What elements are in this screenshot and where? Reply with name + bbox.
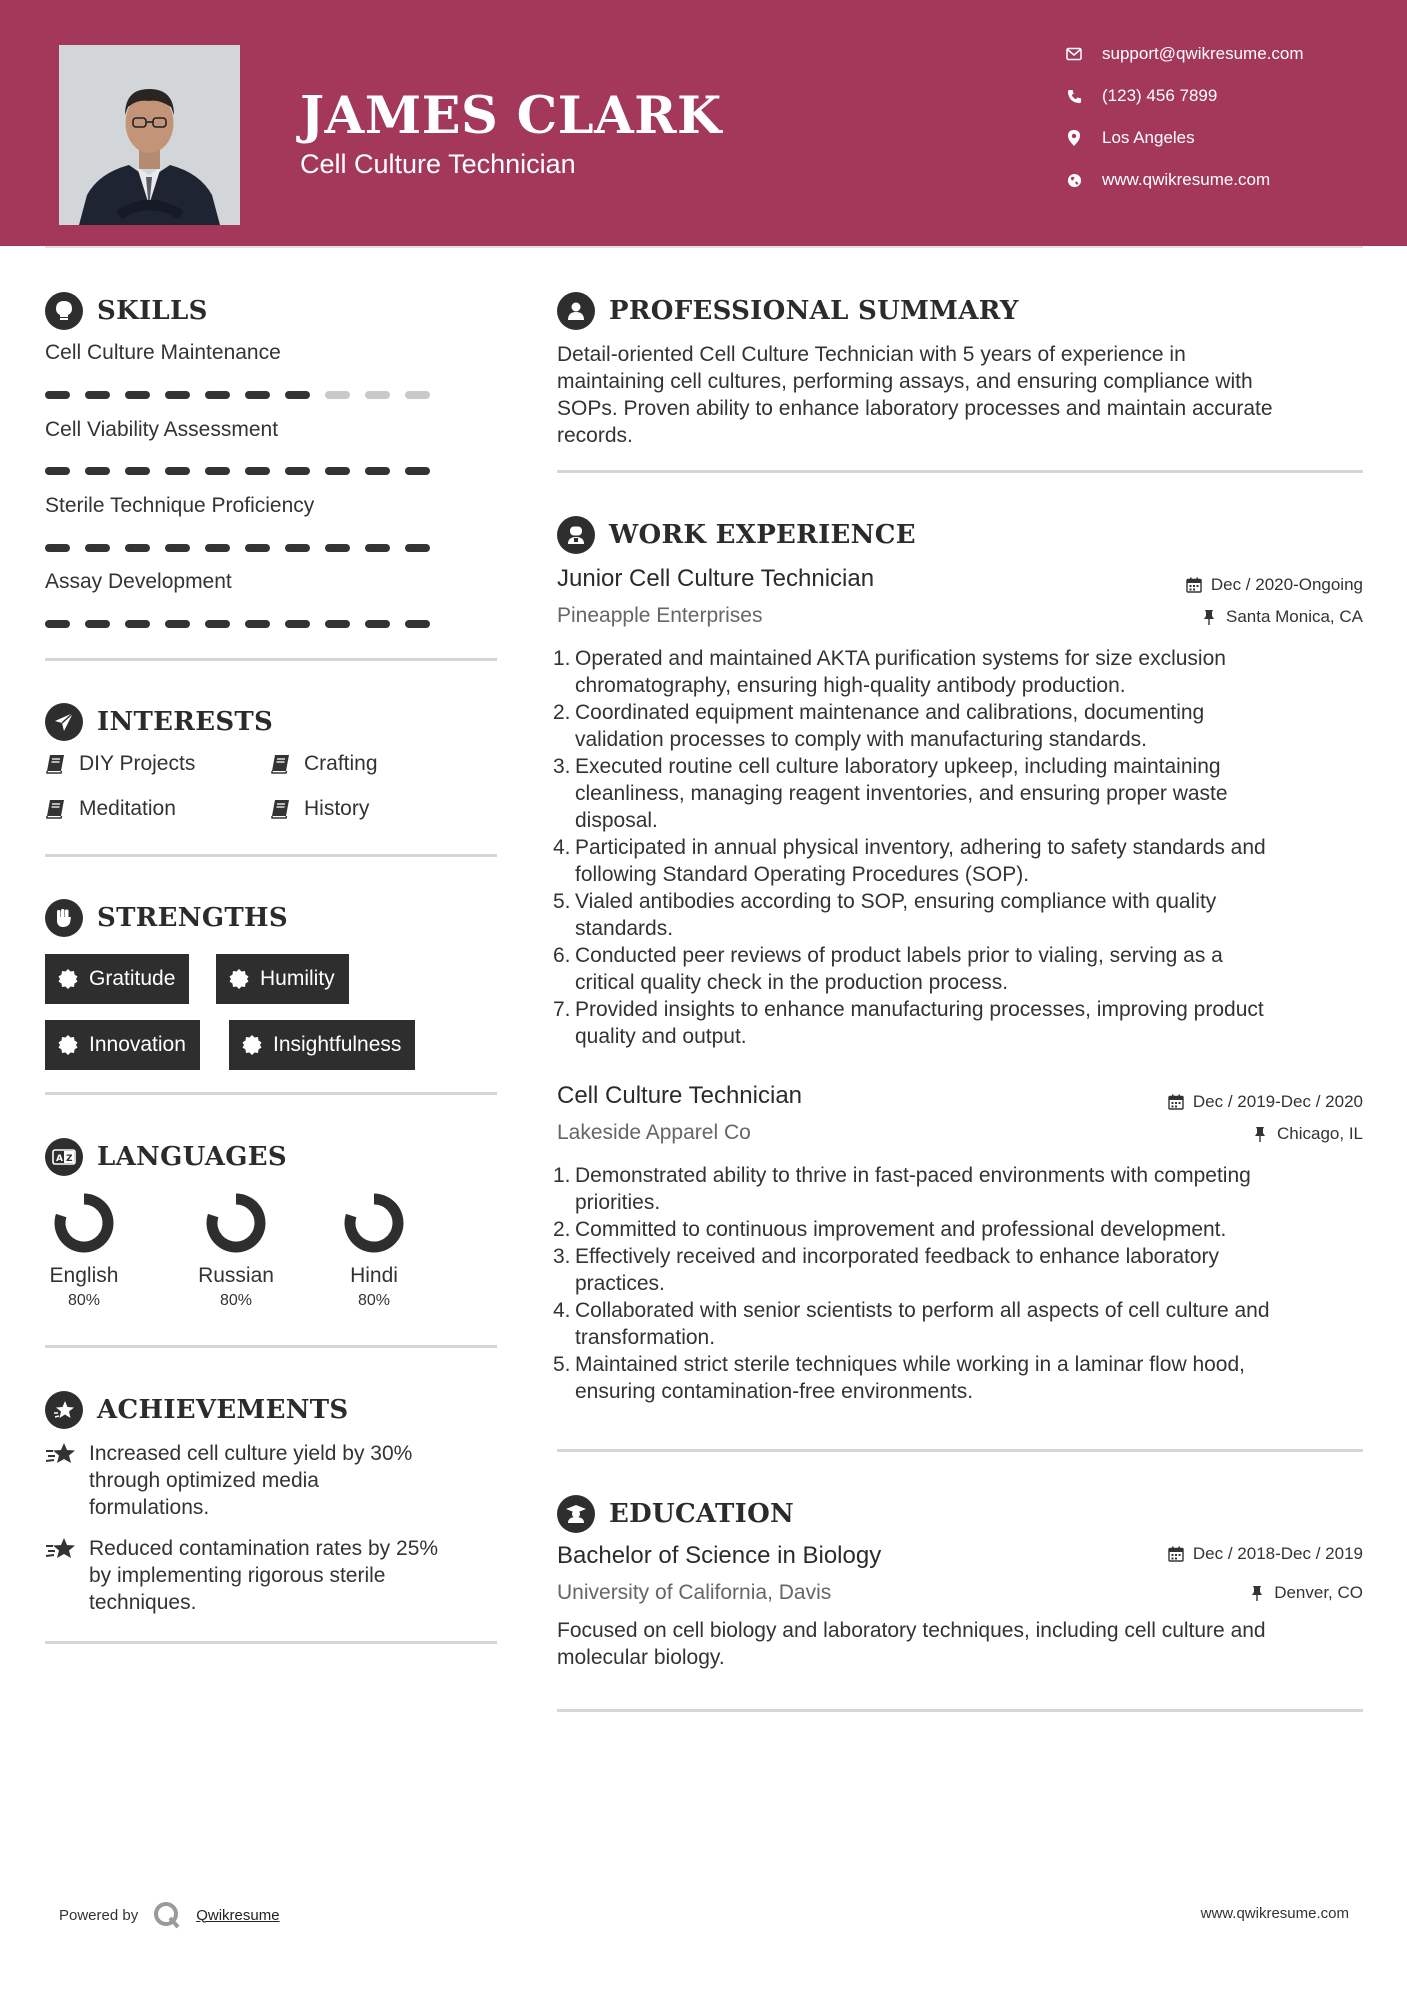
svg-text:A: A <box>56 1154 63 1164</box>
education-location: Denver, CO <box>1249 1583 1363 1603</box>
strength-chip: Gratitude <box>45 954 189 1004</box>
book-icon <box>270 753 292 775</box>
skill-dot-empty <box>365 391 390 399</box>
company-name: Lakeside Apparel Co <box>557 1121 751 1144</box>
skill-dot-filled <box>245 620 270 628</box>
skills-heading: SKILLS <box>45 291 208 331</box>
pushpin-icon <box>1249 1585 1265 1601</box>
skill-dot-filled <box>285 544 310 552</box>
pushpin-icon <box>1201 609 1217 625</box>
job-duties <box>553 1162 1367 1405</box>
skill-dot-filled <box>365 544 390 552</box>
star-icon <box>45 1535 77 1562</box>
education-description: Focused on cell biology and laboratory techniques, including cell culture and molecular biology. <box>557 1619 1266 1669</box>
skill-dot-filled <box>165 544 190 552</box>
achievements-heading: ACHIEVEMENTS <box>45 1390 349 1430</box>
language-progress-ring <box>205 1192 267 1254</box>
skill-dot-filled <box>285 467 310 475</box>
skill-dot-filled <box>125 620 150 628</box>
candidate-title: Cell Culture Technician <box>300 149 576 179</box>
user-icon <box>557 292 595 330</box>
qwikresume-logo-icon <box>152 1900 182 1930</box>
skill-dot-filled <box>165 467 190 475</box>
duty-item: 3. Effectively received and incorporated feedback to enhance laboratory practices. <box>553 1245 1220 1295</box>
skill-dot-filled <box>405 467 430 475</box>
phone-icon <box>1064 86 1084 106</box>
badge-icon <box>57 968 79 990</box>
calendar-icon <box>1168 1546 1184 1562</box>
section-divider <box>45 1641 497 1644</box>
duty-item: 4. Collaborated with senior scientists to perform all aspects of cell culture and transformation. <box>553 1299 1270 1349</box>
section-divider <box>557 1449 1363 1452</box>
contact-website[interactable]: www.qwikresume.com <box>1064 168 1270 192</box>
skill-label: Cell Culture Maintenance <box>45 341 281 364</box>
globe-icon <box>1064 170 1084 190</box>
language-progress-ring <box>53 1192 115 1254</box>
map-pin-icon <box>1064 128 1084 148</box>
language-item: English 80% <box>24 1192 144 1310</box>
job-date: Dec / 2019-Dec / 2020 <box>1168 1092 1363 1112</box>
strengths-heading: STRENGTHS <box>45 898 288 938</box>
contact-location: Los Angeles <box>1064 126 1195 150</box>
languages-heading: A Z LANGUAGES <box>45 1137 287 1177</box>
skill-dot-filled <box>85 391 110 399</box>
badge-icon <box>241 1034 263 1056</box>
calendar-icon <box>1186 577 1202 593</box>
skill-dot-filled <box>45 620 70 628</box>
strength-chip: Insightfulness <box>229 1020 415 1070</box>
star-burst-icon <box>45 1391 83 1429</box>
section-divider <box>45 854 497 857</box>
skill-dot-filled <box>405 620 430 628</box>
skill-dot-empty <box>405 391 430 399</box>
skill-dot-filled <box>125 467 150 475</box>
company-name: Pineapple Enterprises <box>557 604 763 627</box>
experience-heading: WORK EXPERIENCE <box>557 515 916 555</box>
skill-dot-filled <box>165 391 190 399</box>
book-icon <box>270 798 292 820</box>
education-heading: EDUCATION <box>557 1494 794 1534</box>
language-progress-arc <box>212 1199 260 1247</box>
job-title: Junior Cell Culture Technician <box>557 565 875 592</box>
achievement-item: Increased cell culture yield by 30% through optimized media formulations. <box>45 1440 412 1521</box>
contact-email[interactable]: support@qwikresume.com <box>1064 42 1304 66</box>
interest-item: Meditation <box>45 797 176 821</box>
section-divider <box>45 1092 497 1095</box>
summary-text: Detail-oriented Cell Culture Technician with 5 years of experience in maintaining cell cultures, performing assays, and ensuring compliance with SOPs. Proven ability to enhance laboratory processes and maintain accurate records. <box>557 343 1273 447</box>
lightbulb-icon <box>45 292 83 330</box>
brand-link[interactable]: Qwikresume <box>196 1906 280 1924</box>
skill-dot-empty <box>325 391 350 399</box>
section-divider <box>45 1345 497 1348</box>
job-date: Dec / 2020-Ongoing <box>1186 575 1363 595</box>
book-icon <box>45 753 67 775</box>
duty-item: 2. Coordinated equipment maintenance and calibrations, documenting validation processes to comply with manufacturing standards. <box>553 701 1205 751</box>
interest-item: DIY Projects <box>45 752 195 776</box>
school-name: University of California, Davis <box>557 1581 832 1604</box>
section-divider <box>45 658 497 661</box>
duty-item: 7. Provided insights to enhance manufacturing processes, improving product quality and output. <box>553 998 1264 1048</box>
skill-dot-filled <box>125 391 150 399</box>
star-icon <box>45 1440 77 1467</box>
language-item: Russian 80% <box>176 1192 296 1310</box>
skill-dot-filled <box>165 620 190 628</box>
skill-dot-filled <box>205 544 230 552</box>
skill-dot-filled <box>245 544 270 552</box>
svg-text:Z: Z <box>66 1154 73 1164</box>
book-icon <box>45 798 67 820</box>
duty-item: 4. Participated in annual physical inventory, adhering to safety standards and following Standard Operating Procedures (SOP). <box>553 836 1266 886</box>
skill-label: Sterile Technique Proficiency <box>45 494 315 517</box>
candidate-name: JAMES CLARK <box>300 86 722 146</box>
summary-heading: PROFESSIONAL SUMMARY <box>557 291 1019 331</box>
duty-item: 2. Committed to continuous improvement and professional development. <box>553 1218 1227 1241</box>
strength-chip: Innovation <box>45 1020 200 1070</box>
pushpin-icon <box>1252 1126 1268 1142</box>
footer-website[interactable]: www.qwikresume.com <box>1200 1905 1349 1922</box>
skill-dot-filled <box>205 467 230 475</box>
degree-title: Bachelor of Science in Biology <box>557 1542 882 1569</box>
interest-item: History <box>270 797 369 821</box>
skill-dot-filled <box>365 620 390 628</box>
skill-dot-filled <box>205 391 230 399</box>
calendar-icon <box>1168 1094 1184 1110</box>
language-icon <box>45 1138 83 1176</box>
badge-icon <box>57 1034 79 1056</box>
skill-rating <box>45 620 430 628</box>
skill-dot-filled <box>325 544 350 552</box>
skill-dot-filled <box>205 620 230 628</box>
skill-dot-filled <box>405 544 430 552</box>
skill-dot-filled <box>85 544 110 552</box>
footer-powered-by: Powered by Qwikresume <box>59 1900 280 1930</box>
skill-dot-filled <box>325 467 350 475</box>
duty-item: 5. Maintained strict sterile techniques while working in a laminar flow hood, ensuring contamination-free environments. <box>553 1353 1245 1403</box>
header-divider <box>45 246 1363 248</box>
skill-label: Cell Viability Assessment <box>45 418 279 441</box>
section-divider <box>557 1709 1363 1712</box>
education-date: Dec / 2018-Dec / 2019 <box>1168 1544 1363 1564</box>
job-location: Chicago, IL <box>1252 1124 1363 1144</box>
duty-item: 3. Executed routine cell culture laboratory upkeep, including maintaining cleanliness, managing reagent inventories, and ensuring proper waste disposal. <box>553 755 1228 832</box>
skill-dot-filled <box>45 391 70 399</box>
skill-dot-filled <box>125 544 150 552</box>
skill-dot-filled <box>285 391 310 399</box>
header-banner <box>0 0 1407 246</box>
skill-rating <box>45 544 430 552</box>
skill-dot-filled <box>85 467 110 475</box>
paper-plane-icon <box>45 703 83 741</box>
duty-item: 5. Vialed antibodies according to SOP, ensuring compliance with quality standards. <box>553 890 1217 940</box>
language-progress-ring <box>343 1192 405 1254</box>
skill-rating <box>45 391 430 399</box>
skill-dot-filled <box>285 620 310 628</box>
skill-dot-filled <box>365 467 390 475</box>
skill-rating <box>45 467 430 475</box>
language-progress-arc <box>60 1199 108 1247</box>
language-progress-arc <box>350 1199 398 1247</box>
section-divider <box>557 470 1363 473</box>
envelope-icon <box>1064 44 1084 64</box>
skill-dot-filled <box>85 620 110 628</box>
briefcase-user-icon <box>557 516 595 554</box>
skill-dot-filled <box>245 467 270 475</box>
graduate-icon <box>557 1495 595 1533</box>
interests-heading: INTERESTS <box>45 702 273 742</box>
strength-chip: Humility <box>216 954 349 1004</box>
skill-label: Assay Development <box>45 570 232 593</box>
interest-item: Crafting <box>270 752 378 776</box>
skill-dot-filled <box>325 620 350 628</box>
skill-dot-filled <box>245 391 270 399</box>
duty-item: 1. Demonstrated ability to thrive in fast-paced environments with competing priorities. <box>553 1164 1251 1214</box>
job-location: Santa Monica, CA <box>1201 607 1363 627</box>
job-title: Cell Culture Technician <box>557 1082 803 1109</box>
language-item: Hindi 80% <box>314 1192 434 1310</box>
duty-item: 6. Conducted peer reviews of product labels prior to vialing, serving as a critical quality check in the production process. <box>553 944 1223 994</box>
job-duties <box>553 645 1367 1050</box>
profile-photo <box>59 45 240 225</box>
fist-icon <box>45 899 83 937</box>
contact-phone[interactable]: (123) 456 7899 <box>1064 84 1217 108</box>
achievement-item: Reduced contamination rates by 25% by implementing rigorous sterile techniques. <box>45 1535 438 1616</box>
skill-dot-filled <box>45 544 70 552</box>
duty-item: 1. Operated and maintained AKTA purification systems for size exclusion chromatography, ensuring high-quality antibody production. <box>553 647 1226 697</box>
skill-dot-filled <box>45 467 70 475</box>
badge-icon <box>228 968 250 990</box>
